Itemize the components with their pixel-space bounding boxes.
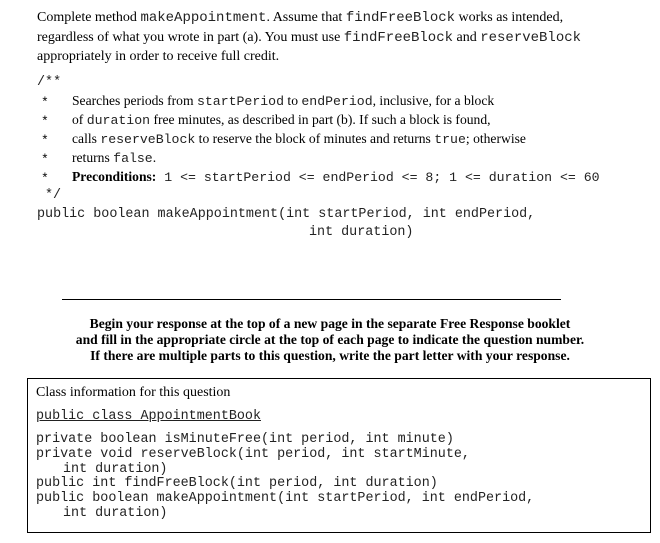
comment-close: */ xyxy=(45,188,62,203)
instructions-line-3: If there are multiple parts to this question, write the part letter with your response. xyxy=(90,348,570,363)
method-is-minute-free: private boolean isMinuteFree(int period, int minute) xyxy=(36,432,454,447)
text-run: and xyxy=(453,30,481,45)
comment-star: * xyxy=(41,95,49,110)
comment-star: * xyxy=(41,133,49,148)
class-info-title: Class information for this question xyxy=(36,385,231,400)
text-run: Searches periods from xyxy=(72,93,197,108)
intro-line-2 xyxy=(37,30,581,46)
comment-star: * xyxy=(41,114,49,129)
method-reserve-block: private void reserveBlock(int period, int startMinute, xyxy=(36,447,470,462)
text-run: reserveBlock xyxy=(100,132,196,147)
instructions-line-2: and fill in the appropriate circle at the top of each page to indicate the question number. xyxy=(75,332,585,347)
class-declaration: public class AppointmentBook xyxy=(36,409,261,424)
comment-star: * xyxy=(41,152,49,167)
text-run: returns xyxy=(72,150,114,165)
comment-line-3 xyxy=(72,131,526,147)
text-run: findFreeBlock xyxy=(345,10,456,26)
text-run: regardless of what you wrote in part (a). You must use xyxy=(37,30,344,45)
comment-open: /** xyxy=(37,75,62,90)
text-run: to xyxy=(284,93,302,108)
text-run: Complete method xyxy=(37,10,141,25)
method-make-appointment: public boolean makeAppointment(int startPeriod, int endPeriod, xyxy=(36,491,535,506)
intro-line-1 xyxy=(37,10,563,26)
comment-line-2 xyxy=(72,112,491,128)
text-run: . Assume that xyxy=(266,10,346,25)
text-run: 1 <= startPeriod <= endPeriod <= 8; 1 <= duration <= 60 xyxy=(156,170,600,185)
text-run: endPeriod xyxy=(301,94,373,109)
method-reserve-block-cont: int duration) xyxy=(63,462,168,477)
method-find-free-block: public int findFreeBlock(int period, int duration) xyxy=(36,476,438,491)
comment-line-1 xyxy=(72,93,494,109)
divider xyxy=(62,299,561,300)
comment-star: * xyxy=(41,171,49,186)
comment-line-5 xyxy=(72,169,600,185)
text-run: reserveBlock xyxy=(480,30,582,46)
text-run: calls xyxy=(72,131,101,146)
text-run: free minutes, as described in part (b). If such a block is found, xyxy=(150,112,491,127)
text-run: startPeriod xyxy=(196,94,285,109)
text-run: false xyxy=(113,151,153,166)
text-run: findFreeBlock xyxy=(343,30,453,46)
text-run: . xyxy=(152,150,157,165)
method-signature-line-1: public boolean makeAppointment(int startPeriod, int endPeriod, xyxy=(37,207,536,222)
method-signature-line-2: int duration) xyxy=(309,225,414,240)
text-run: ; otherwise xyxy=(465,131,526,146)
text-run: to reserve the block of minutes and returns xyxy=(195,131,435,146)
comment-line-4 xyxy=(72,150,156,166)
text-run: makeAppointment xyxy=(140,10,267,26)
method-make-appointment-cont: int duration) xyxy=(63,506,168,521)
text-run: , inclusive, for a block xyxy=(372,93,495,108)
text-run: of xyxy=(72,112,87,127)
intro-line-3 xyxy=(37,49,279,65)
text-run: true xyxy=(434,132,466,147)
instructions-line-1: Begin your response at the top of a new page in the separate Free Response booklet xyxy=(89,316,571,331)
text-run: appropriately in order to receive full credit. xyxy=(37,49,280,64)
text-run: Preconditions: xyxy=(72,169,157,184)
text-run: duration xyxy=(86,113,151,128)
text-run: works as intended, xyxy=(455,10,564,25)
